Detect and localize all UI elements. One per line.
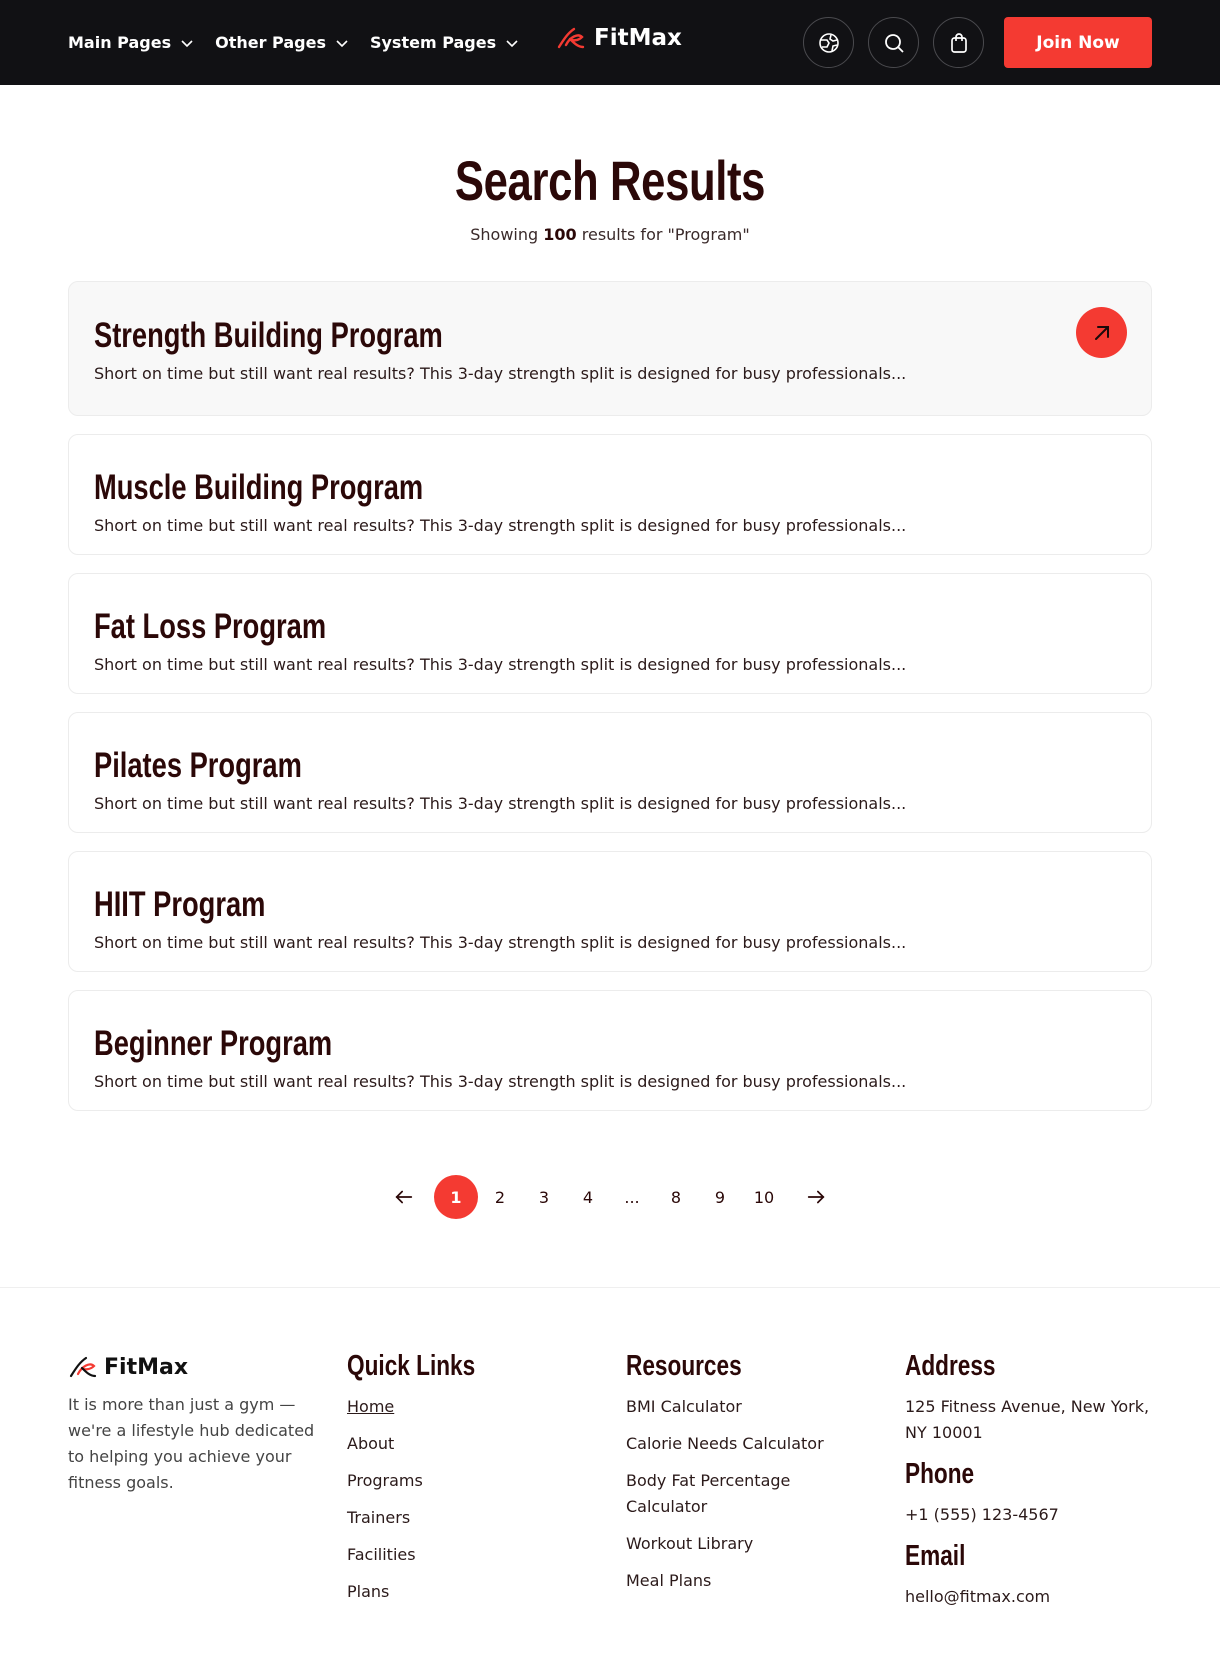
next-page-button[interactable]	[786, 1175, 846, 1219]
page-1[interactable]: 1	[434, 1175, 478, 1219]
page-10[interactable]: 10	[753, 1187, 775, 1207]
header-actions	[803, 17, 1152, 68]
footer-quick-links	[347, 1350, 626, 1616]
phone-text[interactable]: +1 (555) 123-4567	[905, 1505, 1059, 1524]
results-summary	[0, 225, 1220, 244]
result-description: Short on time but still want real results? This 3-day strength split is designed for busy professionals...	[94, 364, 907, 383]
brand-logo[interactable]	[556, 25, 682, 51]
page-3[interactable]: 3	[538, 1187, 550, 1207]
quick-links-heading: Quick Links	[347, 1350, 476, 1382]
search-button[interactable]	[868, 17, 919, 68]
result-title[interactable]: Fat Loss Program	[94, 607, 327, 646]
nav-system-pages[interactable]	[370, 33, 520, 52]
site-footer	[68, 1350, 1152, 1616]
result-title[interactable]: Beginner Program	[94, 1024, 333, 1063]
result-card[interactable]	[68, 281, 1152, 416]
arrow-left-icon	[393, 1186, 415, 1208]
address-heading: Address	[905, 1350, 996, 1382]
result-description: Short on time but still want real results? This 3-day strength split is designed for busy professionals...	[94, 933, 907, 952]
page-title: Search Results	[454, 149, 766, 212]
language-button[interactable]	[803, 17, 854, 68]
open-result-button[interactable]	[1076, 307, 1127, 358]
globe-icon	[817, 31, 841, 55]
cart-button[interactable]	[933, 17, 984, 68]
chevron-down-icon	[504, 35, 520, 51]
result-description: Short on time but still want real results? This 3-day strength split is designed for busy professionals...	[94, 655, 907, 674]
result-title[interactable]: HIIT Program	[94, 885, 266, 924]
site-header	[0, 0, 1220, 85]
phone-heading: Phone	[905, 1458, 975, 1490]
result-title[interactable]: Strength Building Program	[94, 316, 443, 355]
page-8[interactable]: 8	[670, 1187, 682, 1207]
footer-link-trainers[interactable]: Trainers	[347, 1508, 411, 1527]
page-9[interactable]: 9	[714, 1187, 726, 1207]
join-now-button[interactable]: Join Now	[1004, 17, 1152, 68]
nav-label: Other Pages	[215, 33, 326, 52]
result-description: Short on time but still want real results? This 3-day strength split is designed for busy professionals...	[94, 794, 907, 813]
footer-about	[68, 1350, 347, 1616]
page-2[interactable]: 2	[494, 1187, 506, 1207]
result-description: Short on time but still want real results? This 3-day strength split is designed for busy professionals...	[94, 516, 907, 535]
results-list	[68, 281, 1152, 1129]
brand-name: FitMax	[594, 25, 682, 51]
shopping-bag-icon	[947, 31, 971, 55]
result-card[interactable]	[68, 851, 1152, 972]
footer-link-facilities[interactable]: Facilities	[347, 1545, 416, 1564]
footer-link-plans[interactable]: Plans	[347, 1582, 390, 1601]
result-card[interactable]	[68, 990, 1152, 1111]
footer-link-programs[interactable]: Programs	[347, 1471, 423, 1490]
fitmax-logo-icon	[68, 1354, 98, 1380]
footer-brand-name: FitMax	[104, 1354, 189, 1380]
page-ellipsis: ...	[624, 1187, 640, 1207]
resources-heading: Resources	[626, 1350, 742, 1382]
footer-link-workout-library[interactable]: Workout Library	[626, 1534, 754, 1553]
nav-label: System Pages	[369, 33, 497, 52]
result-title[interactable]: Muscle Building Program	[94, 468, 424, 507]
footer-link-meal-plans[interactable]: Meal Plans	[626, 1571, 712, 1590]
results-suffix: results for "Program"	[576, 225, 750, 244]
footer-divider	[0, 1287, 1220, 1288]
footer-resources	[626, 1350, 905, 1616]
arrow-up-right-icon	[1090, 321, 1114, 345]
search-icon	[882, 31, 906, 55]
page-4[interactable]: 4	[582, 1187, 594, 1207]
resources-list	[626, 1394, 905, 1594]
main-nav	[68, 33, 520, 52]
pagination	[0, 1175, 1220, 1219]
footer-link-home[interactable]: Home	[347, 1397, 395, 1416]
footer-contact	[905, 1350, 1152, 1616]
nav-main-pages[interactable]	[68, 33, 195, 52]
email-text[interactable]: hello@fitmax.com	[905, 1587, 1051, 1606]
results-prefix: Showing	[470, 225, 544, 244]
result-card[interactable]	[68, 434, 1152, 555]
result-description: Short on time but still want real results? This 3-day strength split is designed for busy professionals...	[94, 1072, 907, 1091]
footer-about-text: It is more than just a gym — we're a lifestyle hub dedicated to helping you achieve your fitness goals.	[68, 1395, 315, 1492]
footer-link-about[interactable]: About	[347, 1434, 395, 1453]
arrow-right-icon	[805, 1186, 827, 1208]
prev-page-button[interactable]	[374, 1175, 434, 1219]
nav-label: Main Pages	[68, 33, 172, 52]
fitmax-logo-icon	[556, 25, 586, 51]
results-count: 100	[543, 225, 577, 244]
result-card[interactable]	[68, 573, 1152, 694]
chevron-down-icon	[179, 35, 195, 51]
nav-other-pages[interactable]	[215, 33, 350, 52]
footer-link-calorie[interactable]: Calorie Needs Calculator	[626, 1434, 824, 1453]
address-text: 125 Fitness Avenue, New York, NY 10001	[905, 1397, 1150, 1442]
result-title[interactable]: Pilates Program	[94, 746, 302, 785]
email-heading: Email	[905, 1540, 966, 1572]
chevron-down-icon	[334, 35, 350, 51]
result-card[interactable]	[68, 712, 1152, 833]
footer-brand-logo[interactable]	[68, 1354, 347, 1380]
footer-link-bmi[interactable]: BMI Calculator	[626, 1397, 742, 1416]
quick-links-list	[347, 1394, 626, 1605]
footer-link-body-fat[interactable]: Body Fat Percentage Calculator	[626, 1471, 791, 1516]
